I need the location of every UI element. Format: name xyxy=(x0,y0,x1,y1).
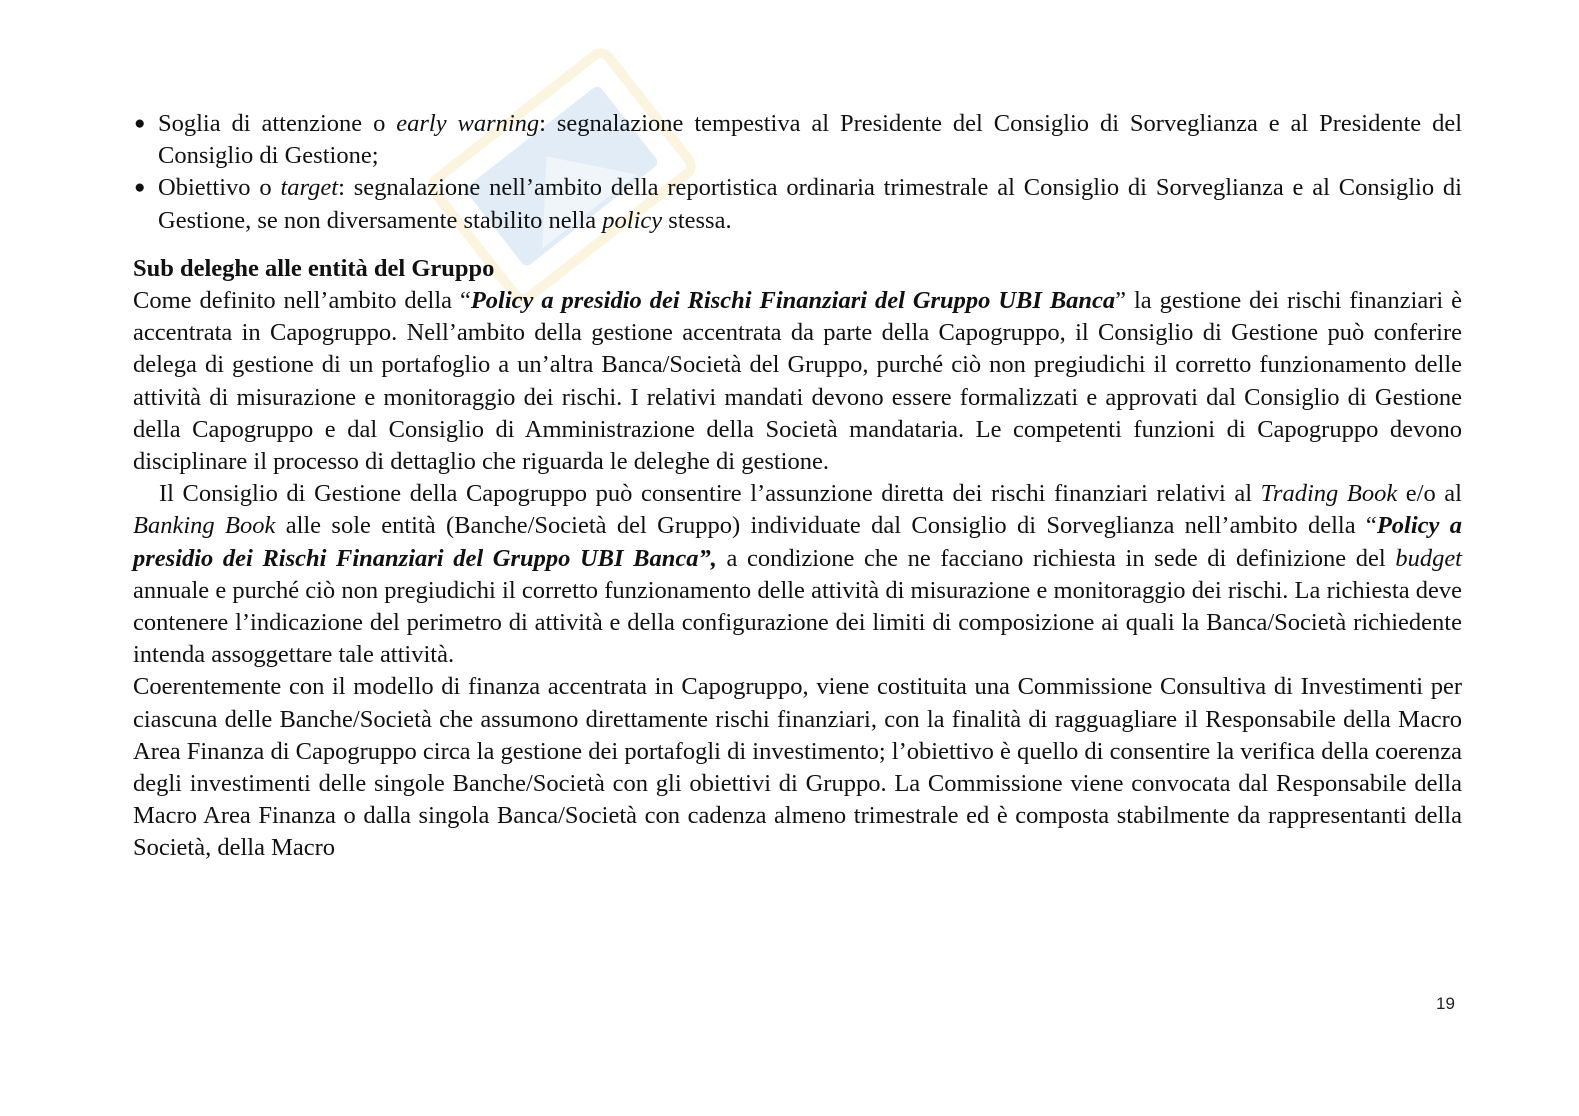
italic-text: early warning xyxy=(396,110,540,137)
policy-title: Policy a presidio dei Rischi Finanziari del Gruppo UBI Banca xyxy=(470,287,1116,315)
bullet-text xyxy=(158,110,1462,169)
text-run: annuale e purché ciò non pregiudichi il corretto funzionamento delle attività di misurazione e monitoraggio dei rischi. La richiesta deve contenere l’indicazione del perimetro di attività e della configurazione dei limiti di composizione ai quali la Banca/Società richiedente intenda assoggettare tale attività. xyxy=(133,576,1462,669)
text-run: : segnalazione nell’ambito della reportistica ordinaria trimestrale al Consiglio di Sorveglianza e al Consiglio di Gestione, se non diversamente stabilito nella xyxy=(158,174,1462,234)
text-run: a condizione che ne facciano richiesta in sede di definizione del xyxy=(716,544,1396,572)
policy-title: Policy a presidio dei Rischi Finanziari del Gruppo UBI Banca”, xyxy=(133,512,1462,572)
paragraph xyxy=(133,478,1462,671)
italic-text: target xyxy=(280,174,339,202)
text-run: e/o al xyxy=(1397,480,1462,508)
paragraph xyxy=(133,285,1462,478)
text-run: Obiettivo o xyxy=(158,174,281,202)
bullet-item xyxy=(133,172,1462,236)
italic-text: Banking Book xyxy=(133,512,276,540)
bullet-dot-icon: ● xyxy=(134,177,146,199)
page-number: 19 xyxy=(1436,994,1455,1013)
document-page xyxy=(133,108,1462,865)
text-run: Soglia di attenzione o xyxy=(158,110,397,137)
paragraph xyxy=(133,671,1462,864)
bullet-item xyxy=(133,108,1462,172)
text-run: Coerentemente con il modello di finanza accentrata in Capogruppo, viene costituita una Commissione Consultiva di Investimenti per ciascuna delle Banche/Società che assumono direttamente rischi finanziari, con la finalità di ragguagliare il Responsabile della Macro Area Finanza di Capogruppo circa la gestione dei portafogli di investimento; l’obiettivo è quello di consentire la verifica della coerenza degli investimenti delle singole Banche/Società con gli obiettivi di Gruppo. La Commissione viene convocata dal Responsabile della Macro Area Finanza o dalla singola Banca/Società con cadenza almeno trimestrale ed è composta stabilmente da rappresentanti della Società, della Macro xyxy=(133,673,1462,862)
text-run: Come definito nell’ambito della “ xyxy=(133,287,471,315)
bullet-list xyxy=(133,108,1462,237)
text-run: : segnalazione tempestiva al Presidente del Consiglio di Sorveglianza e al Presidente del Consiglio di Gestione; xyxy=(158,110,1462,170)
text-run: alle sole entità (Banche/Società del Gruppo) individuate dal Consiglio di Sorveglianza nell’ambito della “ xyxy=(275,512,1377,540)
text-run: ” la gestione dei rischi finanziari è accentrata in Capogruppo. Nell’ambito della gestione accentrata da parte della Capogruppo, il Consiglio di Gestione può conferire delega di gestione di un portafoglio a un’altra Banca/Società del Gruppo, purché ciò non pregiudichi il corretto funzionamento delle attività di misurazione e monitoraggio dei rischi. I relativi mandati devono essere formalizzati e approvati dal Consiglio di Gestione della Capogruppo e dal Consiglio di Amministrazione della Società mandataria. Le competenti funzioni di Capogruppo devono disciplinare il processo di dettaglio che riguarda le deleghe di gestione. xyxy=(133,287,1462,476)
text-run: Il Consiglio di Gestione della Capogruppo può consentire l’assunzione diretta dei rischi finanziari relativi al xyxy=(159,480,1261,508)
section-heading: Sub deleghe alle entità del Gruppo xyxy=(133,254,495,282)
italic-text: policy xyxy=(602,206,663,234)
bullet-text xyxy=(158,174,1462,233)
text-run: stessa. xyxy=(662,206,732,234)
bullet-dot-icon: ● xyxy=(134,113,146,134)
italic-text: budget xyxy=(1395,544,1462,572)
italic-text: Trading Book xyxy=(1260,480,1398,508)
